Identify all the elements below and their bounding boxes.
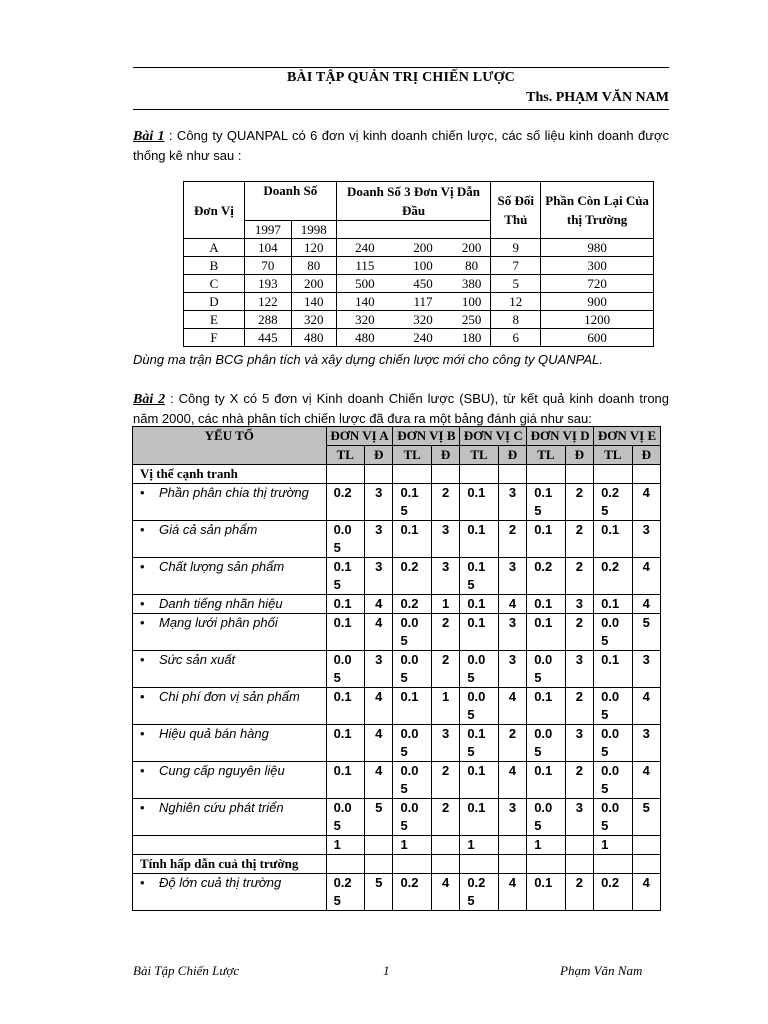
header-tl: TL [460,446,499,465]
weight-cell: 0.1 [460,595,499,614]
weight-cell: 0.1 [527,614,566,651]
weight-cell: 0.2 5 [594,484,633,521]
score-cell: 3 [365,558,393,595]
score-cell: 3 [498,484,526,521]
bai1-text: : Công ty QUANPAL có 6 đơn vị kinh doanh chiến lược, các số liệu kinh doanh được thống kê như sau : [133,128,669,163]
table-cell-y2: 320 [291,311,336,329]
factor-label [133,688,327,725]
table-cell-comp: 7 [491,257,541,275]
table-row [133,725,661,762]
factor-text: Danh tiếng nhãn hiệu [159,596,283,611]
weight-cell: 0.2 [393,558,432,595]
table-cell-y2: 80 [291,257,336,275]
table-cell-y2: 480 [291,329,336,347]
score-cell: 3 [565,799,593,836]
score-cell: 4 [632,595,660,614]
document-title: BÀI TẬP QUẢN TRỊ CHIẾN LƯỢC [286,70,515,85]
empty-cell [365,855,393,874]
score-cell: 1 [431,595,459,614]
factor-label [133,558,327,595]
table-cell-l3: 180 [453,329,491,347]
empty-cell [594,465,633,484]
weight-cell: 0.1 [460,484,499,521]
header-year-1997: 1997 [244,221,291,239]
bai2-label: Bài 2 [133,392,166,407]
weight-cell: 0.0 5 [460,651,499,688]
bullet-icon: • [140,875,145,890]
score-cell: 2 [498,521,526,558]
empty-cell [498,836,526,855]
header-unit-b: ĐƠN VỊ B [393,427,460,446]
factor-text: Nghiên cứu phát triển [159,800,284,815]
weight-cell: 0.1 5 [393,484,432,521]
empty-cell [527,465,566,484]
table-cell-l2: 100 [393,257,453,275]
header-d: Đ [431,446,459,465]
empty-cell [565,836,593,855]
weight-cell: 0.1 [527,688,566,725]
weight-cell: 0.0 5 [594,725,633,762]
header-competitors: Số Đối Thủ [491,182,541,239]
factor-label [133,762,327,799]
factor-text: Giá cả sản phẩm [159,522,258,537]
weight-cell: 0.1 [594,595,633,614]
score-cell: 4 [498,595,526,614]
table-cell-y2: 140 [291,293,336,311]
score-cell: 5 [365,874,393,911]
table-row [133,595,661,614]
weight-cell: 0.1 [527,521,566,558]
empty-cell [326,855,365,874]
bullet-icon: • [140,596,145,611]
weight-cell: 0.0 5 [594,614,633,651]
score-cell: 3 [431,558,459,595]
weight-cell: 0.0 5 [393,762,432,799]
table-cell-unit: F [184,329,245,347]
table-row [133,558,661,595]
bai1-paragraph [133,126,669,165]
factor-label [133,799,327,836]
table-cell-share: 1200 [541,311,654,329]
table-row [133,651,661,688]
empty-cell [431,465,459,484]
empty-cell [565,855,593,874]
weight-cell: 0.1 5 [527,484,566,521]
header-unit-d: ĐƠN VỊ D [527,427,594,446]
header-lead: Doanh Số 3 Đơn Vị Dẫn Đầu [336,182,491,221]
author-name: Ths. PHẠM VĂN NAM [526,90,669,105]
table-cell-unit: A [184,239,245,257]
score-cell: 4 [632,874,660,911]
weight-cell: 0.0 5 [594,688,633,725]
factor-label [133,484,327,521]
header-rule-bottom [133,109,669,110]
weight-cell: 0.0 5 [393,799,432,836]
bullet-icon: • [140,652,145,667]
bai1-note: Dùng ma trận BCG phân tích và xây dựng chiến lược mới cho công ty QUANPAL. [133,352,603,367]
weight-cell: 0.2 [393,874,432,911]
header-d: Đ [498,446,526,465]
bai2-text: : Công ty X có 5 đơn vị Kinh doanh Chiến lược (SBU), từ kết quả kinh doanh trong năm 2000, các nhà phân tích chiến lược đã đưa ra một bảng đánh giá như sau: [133,391,670,426]
weight-cell: 0.2 [594,874,633,911]
bai1-label: Bài 1 [133,129,165,144]
bullet-icon: • [140,522,145,537]
score-cell: 3 [565,595,593,614]
table-cell-y1: 193 [244,275,291,293]
header-rule [133,67,669,68]
header-tl: TL [393,446,432,465]
weight-cell: 0.1 [594,651,633,688]
score-cell: 4 [365,688,393,725]
table-cell-share: 980 [541,239,654,257]
table-cell-l1: 140 [336,293,393,311]
table-cell-y2: 120 [291,239,336,257]
table-row [184,257,654,275]
score-cell: 4 [365,595,393,614]
weight-cell: 0.1 [527,595,566,614]
score-cell: 4 [431,874,459,911]
empty-cell [431,836,459,855]
score-cell: 3 [632,651,660,688]
score-cell: 3 [498,614,526,651]
table-row [133,799,661,836]
bullet-icon: • [140,615,145,630]
score-cell: 3 [632,725,660,762]
score-cell: 4 [498,688,526,725]
group-competitive-position-label: Vị thế cạnh tranh [133,465,327,484]
empty-cell [460,465,499,484]
table-cell-l2: 320 [393,311,453,329]
header-year-1998: 1998 [291,221,336,239]
weight-cell: 0.1 [326,762,365,799]
table-cell-y1: 288 [244,311,291,329]
empty-cell [133,836,327,855]
bullet-icon: • [140,559,145,574]
table-cell-l3: 200 [453,239,491,257]
weight-cell: 0.0 5 [393,651,432,688]
empty-cell [498,855,526,874]
score-cell: 2 [565,762,593,799]
table-row [133,874,661,911]
bullet-icon: • [140,800,145,815]
empty-cell [393,465,432,484]
score-cell: 2 [431,614,459,651]
table-row [184,329,654,347]
table-cell-y1: 104 [244,239,291,257]
score-cell: 2 [565,521,593,558]
score-cell: 3 [498,558,526,595]
table-cell-l2: 200 [393,239,453,257]
empty-cell [498,465,526,484]
weight-cell: 0.2 [594,558,633,595]
total-weight-cell: 1 [326,836,365,855]
table-cell-l1: 480 [336,329,393,347]
weight-cell: 0.0 5 [326,521,365,558]
total-weight-cell: 1 [527,836,566,855]
weight-cell: 0.0 5 [460,688,499,725]
score-cell: 2 [565,558,593,595]
weight-cell: 0.2 [326,484,365,521]
empty-cell [527,855,566,874]
score-cell: 2 [431,762,459,799]
score-cell: 2 [565,874,593,911]
weight-cell: 0.2 [527,558,566,595]
empty-cell [393,855,432,874]
table-cell-comp: 5 [491,275,541,293]
totals-row [133,836,661,855]
score-cell: 5 [632,614,660,651]
weight-cell: 0.0 5 [393,725,432,762]
empty-cell [431,855,459,874]
score-cell: 4 [498,762,526,799]
weight-cell: 0.1 [326,688,365,725]
score-cell: 4 [498,874,526,911]
score-cell: 2 [498,725,526,762]
empty-cell [565,465,593,484]
factor-text: Sức sản xuất [159,652,236,667]
empty-cell [365,465,393,484]
table-row [133,688,661,725]
bai1-table [183,181,654,347]
factor-text: Độ lớn cuả thị trường [159,875,282,890]
table-cell-y1: 70 [244,257,291,275]
empty-cell [365,836,393,855]
table-cell-share: 720 [541,275,654,293]
table-row [184,275,654,293]
footer-page-number: 1 [383,963,390,978]
table-cell-l3: 80 [453,257,491,275]
header-d: Đ [565,446,593,465]
table-row [133,614,661,651]
score-cell: 3 [365,521,393,558]
factor-label [133,614,327,651]
table-cell-l1: 115 [336,257,393,275]
header-remaining-share: Phần Còn Lại Của thị Trường [541,182,654,239]
weight-cell: 0.1 [527,762,566,799]
factor-text: Chi phí đơn vị sản phẩm [159,689,300,704]
weight-cell: 0.1 5 [460,558,499,595]
total-weight-cell: 1 [594,836,633,855]
weight-cell: 0.1 [460,614,499,651]
empty-cell [632,465,660,484]
table-row [133,484,661,521]
header-factor: YẾU TỐ [133,427,327,465]
empty-cell [594,855,633,874]
table-row [184,239,654,257]
table-cell-l2: 117 [393,293,453,311]
table-cell-unit: E [184,311,245,329]
table-cell-share: 300 [541,257,654,275]
weight-cell: 0.0 5 [594,762,633,799]
table-row [133,762,661,799]
footer-right: Phạm Văn Nam [560,963,643,978]
header-tl: TL [326,446,365,465]
table-cell-unit: B [184,257,245,275]
factor-text: Hiệu quả bán hàng [159,726,269,741]
factor-text: Mạng lưới phân phối [159,615,278,630]
score-cell: 4 [365,725,393,762]
score-cell: 2 [565,484,593,521]
table-cell-l2: 240 [393,329,453,347]
empty-cell [632,836,660,855]
score-cell: 4 [632,484,660,521]
table-cell-share: 900 [541,293,654,311]
total-weight-cell: 1 [460,836,499,855]
weight-cell: 0.1 5 [460,725,499,762]
table-cell-y1: 445 [244,329,291,347]
factor-label [133,651,327,688]
table-row [184,311,654,329]
factor-text: Cung cấp nguyên liệu [159,763,285,778]
header-tl: TL [594,446,633,465]
score-cell: 3 [365,484,393,521]
header-unit-e: ĐƠN VỊ E [594,427,661,446]
weight-cell: 0.0 5 [326,799,365,836]
group-competitive-position [133,465,661,484]
header-d: Đ [632,446,660,465]
table-row [133,521,661,558]
footer-left: Bài Tập Chiến Lược [133,963,240,978]
score-cell: 3 [431,725,459,762]
bai2-table [132,426,661,911]
table-cell-comp: 9 [491,239,541,257]
score-cell: 5 [365,799,393,836]
factor-label [133,595,327,614]
score-cell: 3 [632,521,660,558]
weight-cell: 0.1 [527,874,566,911]
score-cell: 5 [632,799,660,836]
score-cell: 3 [365,651,393,688]
weight-cell: 0.1 [393,688,432,725]
weight-cell: 0.0 5 [527,799,566,836]
score-cell: 3 [565,725,593,762]
score-cell: 3 [498,799,526,836]
table-cell-share: 600 [541,329,654,347]
table-cell-l3: 380 [453,275,491,293]
weight-cell: 0.1 5 [326,558,365,595]
score-cell: 4 [632,558,660,595]
bullet-icon: • [140,763,145,778]
score-cell: 4 [632,762,660,799]
table-cell-l1: 240 [336,239,393,257]
bai2-paragraph [133,389,669,428]
table-cell-comp: 6 [491,329,541,347]
weight-cell: 0.2 5 [460,874,499,911]
weight-cell: 0.2 [393,595,432,614]
score-cell: 3 [498,651,526,688]
total-weight-cell: 1 [393,836,432,855]
score-cell: 4 [365,762,393,799]
weight-cell: 0.0 5 [326,651,365,688]
weight-cell: 0.1 [460,521,499,558]
header-sales: Doanh Số [244,182,336,221]
score-cell: 3 [431,521,459,558]
factor-label [133,521,327,558]
empty-cell [326,465,365,484]
empty-cell [460,855,499,874]
table-cell-l3: 100 [453,293,491,311]
weight-cell: 0.1 [326,725,365,762]
table-cell-l3: 250 [453,311,491,329]
header-unit-c: ĐƠN VỊ C [460,427,527,446]
score-cell: 2 [565,688,593,725]
weight-cell: 0.0 5 [527,725,566,762]
header-unit: Đơn Vị [184,182,245,239]
weight-cell: 0.2 5 [326,874,365,911]
score-cell: 2 [431,651,459,688]
bullet-icon: • [140,726,145,741]
factor-text: Chất lượng sản phẩm [159,559,285,574]
table-cell-y2: 200 [291,275,336,293]
table-cell-l2: 450 [393,275,453,293]
score-cell: 2 [431,799,459,836]
bullet-icon: • [140,485,145,500]
header-tl: TL [527,446,566,465]
weight-cell: 0.0 5 [594,799,633,836]
table-row [184,293,654,311]
weight-cell: 0.1 [326,595,365,614]
score-cell: 2 [565,614,593,651]
score-cell: 4 [365,614,393,651]
group-market-attractiveness [133,855,661,874]
weight-cell: 0.0 5 [527,651,566,688]
empty-cell [632,855,660,874]
factor-label [133,725,327,762]
weight-cell: 0.1 [326,614,365,651]
header-d: Đ [365,446,393,465]
table-cell-y1: 122 [244,293,291,311]
weight-cell: 0.1 [460,762,499,799]
group-market-attractiveness-label: Tính hấp dẫn cuả thị trường [133,855,327,874]
factor-label [133,874,327,911]
weight-cell: 0.0 5 [393,614,432,651]
bullet-icon: • [140,689,145,704]
score-cell: 2 [431,484,459,521]
header-lead-spacer [336,221,491,239]
score-cell: 1 [431,688,459,725]
header-unit-a: ĐƠN VỊ A [326,427,393,446]
table-cell-l1: 500 [336,275,393,293]
table-cell-unit: C [184,275,245,293]
weight-cell: 0.1 [393,521,432,558]
factor-text: Phần phân chia thị trường [159,485,309,500]
score-cell: 4 [632,688,660,725]
table-cell-comp: 12 [491,293,541,311]
table-cell-unit: D [184,293,245,311]
table-cell-l1: 320 [336,311,393,329]
weight-cell: 0.1 [594,521,633,558]
weight-cell: 0.1 [460,799,499,836]
score-cell: 3 [565,651,593,688]
table-cell-comp: 8 [491,311,541,329]
